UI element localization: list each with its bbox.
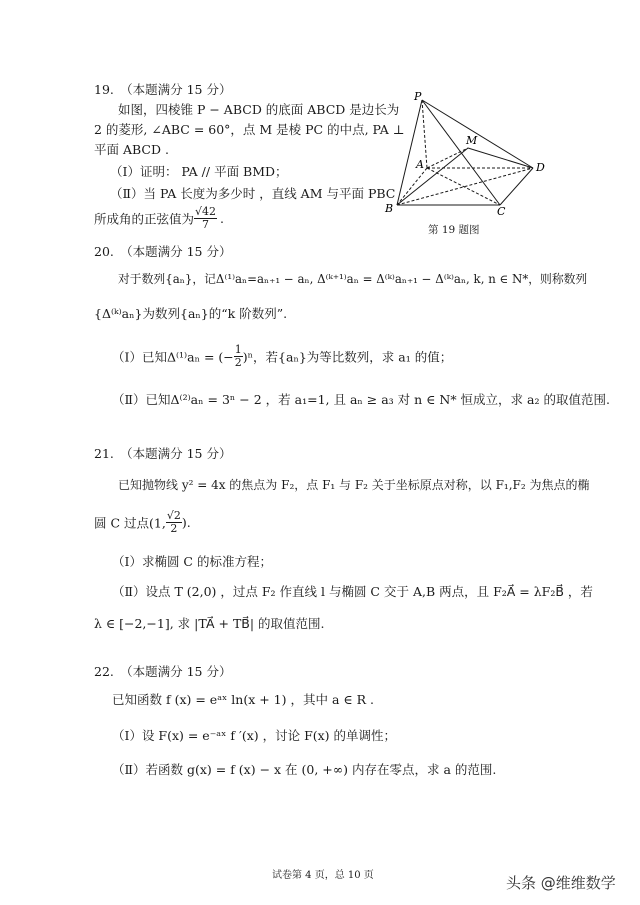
q19-line3: 平面 ABCD .: [94, 142, 169, 157]
q21-part1: （Ⅰ）求椭圆 C 的标准方程；: [112, 554, 272, 569]
q22-header: 22. （本题满分 15 分）: [94, 664, 232, 679]
q19-fraction: [194, 206, 217, 231]
q21-fraction: [166, 510, 182, 535]
q21-line2: [94, 510, 191, 535]
q19-frac-num: √42: [195, 205, 217, 218]
q22-line1: 已知函数 f (x) = eᵃˣ ln(x + 1) ，其中 a ∈ R .: [112, 692, 374, 707]
q20-line1: 对于数列{aₙ}，记Δ⁽¹⁾aₙ=aₙ₊₁ − aₙ, Δ⁽ᵏ⁺¹⁾aₙ = Δ⁽ᵏ⁾aₙ₊₁ − Δ⁽ᵏ⁾aₙ, k, n ∈ N*，则称数列: [118, 272, 588, 286]
q20-part1: [112, 344, 452, 369]
label-c: C: [497, 205, 506, 218]
q21-line2-b: ).: [181, 515, 191, 530]
q21-part2-line1: （Ⅱ）设点 T (2,0) ，过点 F₂ 作直线 l 与椭圆 C 交于 A,B 两点，且 F₂A⃗ = λF₂B⃗ ，若: [112, 584, 593, 599]
label-d: D: [536, 161, 545, 174]
q19-figure-caption: 第 19 题图: [428, 224, 480, 236]
edge-pc: [422, 100, 500, 205]
label-p: P: [414, 90, 422, 103]
q22-part1: （Ⅰ）设 F(x) = e⁻ᵃˣ f ′(x) ，讨论 F(x) 的单调性；: [112, 728, 397, 743]
q20-part1-b: )ⁿ，若{aₙ}为等比数列，求 a₁ 的值；: [242, 349, 453, 365]
q21-frac-num: √2: [166, 509, 181, 522]
q21-frac-den: 2: [170, 522, 178, 535]
label-a: A: [416, 158, 424, 171]
q21-line2-a: 圆 C 过点(1,: [94, 515, 166, 531]
q20-line2: {Δ⁽ᵏ⁾aₙ}为数列{aₙ}的“k 阶数列”.: [94, 306, 288, 321]
q19-figure: [380, 88, 550, 238]
q19-header: 19. （本题满分 15 分）: [94, 82, 232, 97]
q19-frac-den: 7: [202, 218, 210, 231]
label-b: B: [385, 202, 394, 215]
edge-bd: [397, 168, 533, 205]
edge-bm: [397, 148, 468, 205]
edge-cd: [500, 168, 533, 205]
q19-part2-cont: [94, 206, 224, 231]
q20-header: 20. （本题满分 15 分）: [94, 244, 232, 259]
q19-line1: 如图，四棱锥 P − ABCD 的底面 ABCD 是边长为: [118, 102, 400, 117]
edge-md: [468, 148, 533, 168]
page-footer: 试卷第 4 页，总 10 页: [272, 870, 374, 881]
q21-part2-line2: λ ∈ [−2,−1], 求 |TA⃗ + TB⃗| 的取值范围.: [94, 616, 325, 631]
q19-line2: 2 的菱形, ∠ABC = 60°，点 M 是棱 PC 的中点, PA ⊥: [94, 122, 405, 137]
edge-pd: [422, 100, 533, 168]
q20-part1-num: 1: [234, 343, 242, 356]
q20-part1-a: （Ⅰ）已知Δ⁽¹⁾aₙ = (−: [112, 349, 234, 365]
q19-part1: （Ⅰ）证明： PA // 平面 BMD；: [110, 164, 288, 179]
label-m: M: [466, 134, 478, 147]
q21-line1: 已知抛物线 y² = 4x 的焦点为 F₂，点 F₁ 与 F₂ 关于坐标原点对称，以 F₁,F₂ 为焦点的椭: [118, 478, 590, 492]
q19-part2: （Ⅱ）当 PA 长度为多少时 ，直线 AM 与平面 PBC: [110, 186, 396, 201]
q21-header: 21. （本题满分 15 分）: [94, 446, 232, 461]
q22-part2: （Ⅱ）若函数 g(x) = f (x) − x 在 (0, +∞) 内存在零点，求 a 的范围.: [112, 762, 497, 777]
q20-part1-fraction: [234, 344, 243, 369]
q20-part2: （Ⅱ）已知Δ⁽²⁾aₙ = 3ⁿ − 2 ，若 a₁=1, 且 aₙ ≥ a₃ 对 n ∈ N* 恒成立，求 a₂ 的取值范围.: [112, 392, 610, 407]
q19-period: .: [220, 211, 225, 226]
edge-ac: [427, 168, 500, 205]
q20-part1-den: 2: [234, 356, 242, 369]
watermark: 头条 @维维数学: [506, 874, 616, 892]
q19-part2-cont-text: 所成角的正弦值为: [94, 211, 195, 227]
